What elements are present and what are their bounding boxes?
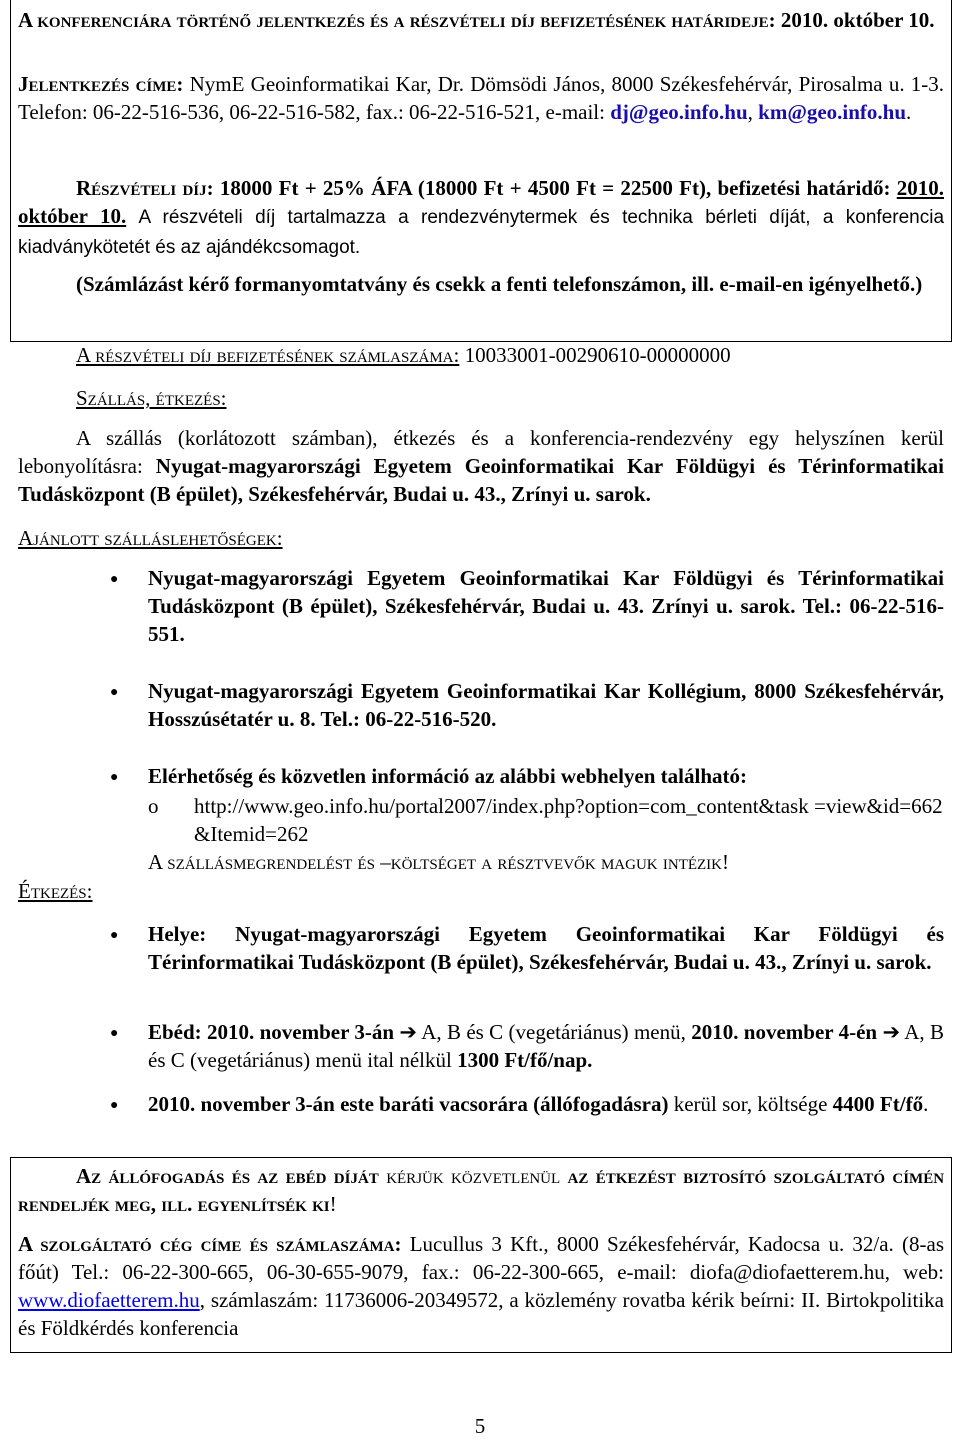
accommodation-url[interactable]: http://www.geo.info.hu/portal2007/index.php?option=com_content&task =view&id=662&Itemid=262 [194, 794, 943, 846]
account-label: A részvételi díj befizetésének számlaszáma: [76, 343, 460, 367]
provider-label: A szolgáltató cég címe és számlaszáma: [18, 1232, 402, 1256]
order-part-2: kérjük közvetlenül [386, 1164, 561, 1188]
address-text: NymE Geoinformatikai Kar, Dr. Dömsödi János, 8000 Székesfehérvár, Pirosalma u. 1-3. Telefon: 06-22-516-536, 06-22-516-582, fax.: 06-22-516-521, e-mail: [18, 72, 945, 124]
meals-dinner [148, 1090, 944, 1118]
recommended-item-2: Nyugat-magyarországi Egyetem Geoinformatikai Kar Kollégium, 8000 Székesfehérvár, Hosszúsétatér u. 8. Tel.: 06-22-516-520. [148, 679, 944, 731]
bullet-icon: ● [110, 572, 119, 587]
meals-place-text: Nyugat-magyarországi Egyetem Geoinformatikai Kar Földügyi és Térinformatikai Tudásközpont (B épület), Székesfehérvár, Budai u. 43., Zrínyi u. sarok. [148, 922, 944, 974]
order-part-1-text: Az állófogadás és az ebéd díját [76, 1164, 379, 1188]
invoice-note [18, 270, 944, 298]
lodging-intro-plain: A szállás (korlátozott számban), étkezés és a konferencia-rendezvény egy helyszínen kerül lebonyolításra: [18, 426, 944, 478]
fee-includes: A részvételi díj tartalmazza a rendezvénytermek és technika bérleti díját, a konferencia kiadványkötetét és az ajándékcsomagot. [18, 207, 945, 258]
meals-heading: Étkezés: [18, 879, 93, 903]
bullet-icon: ● [110, 928, 119, 943]
dinner-price: 4400 Ft/fő [832, 1092, 924, 1116]
deadline-label: A konferenciára történő jelentkezés és a részvételi díj befizetésének határideje: [18, 8, 776, 32]
recommended-heading: Ajánlott szálláslehetőségek: [18, 526, 283, 550]
bullet-icon: ● [110, 770, 119, 785]
invoice-note-text: (Számlázást kérő formanyomtatvány és csekk a fenti telefonszámon, ill. e-mail-en igényelhető.) [76, 272, 923, 296]
lodging-intro-bold: Nyugat-magyarországi Egyetem Geoinformatikai Kar Földügyi és Térinformatikai Tudásközpont (B épület), Székesfehérvár, Budai u. 43., Zrínyi u. sarok. [18, 454, 945, 506]
email-link-1[interactable]: dj@geo.info.hu [610, 100, 748, 124]
dinner-plain: kerül sor, költsége [673, 1092, 828, 1116]
provider-rest: , számlaszám: 11736006-20349572, a közlemény rovatba kérik beírni: II. Birtokpolitika és Földkérdés konferencia [18, 1288, 944, 1340]
dinner-bold: 2010. november 3-án este baráti vacsorára (állófogadásra) [148, 1092, 669, 1116]
address-paragraph [18, 70, 944, 126]
meals-lunch [148, 1018, 944, 1074]
bullet-icon: ● [110, 1098, 119, 1113]
arrow-icon: ➔ [882, 1020, 901, 1044]
lodging-heading: Szállás, étkezés: [76, 386, 227, 410]
lunch-price: 1300 Ft/fő/nap. [457, 1048, 593, 1072]
account-line [76, 341, 956, 369]
lunch-menu-1: A, B és C (vegetáriánus) menü, [421, 1020, 686, 1044]
dinner-end: . [923, 1092, 929, 1116]
fee-paragraph [18, 174, 944, 262]
provider-web-link[interactable]: www.diofaetterem.hu [18, 1288, 200, 1312]
fee-label: Részvételi díj: [76, 176, 214, 200]
lodging-note: A szállásmegrendelést és –költséget a résztvevők maguk intézik! [148, 850, 729, 874]
fee-deadline: 2010. október 10. [18, 176, 944, 228]
email-separator: , [747, 100, 753, 124]
email-end: . [906, 100, 912, 124]
meals-place [148, 920, 944, 976]
recommended-item-3: Elérhetőség és közvetlen információ az alábbi webhelyen található: [148, 764, 748, 788]
fee-text: 18000 Ft + 25% ÁFA (18000 Ft + 4500 Ft = 22500 Ft), befizetési határidő: [219, 176, 891, 200]
address-label: Jelentkezés címe: [18, 72, 184, 96]
recommended-item-1: Nyugat-magyarországi Egyetem Geoinformatikai Kar Földügyi és Térinformatikai Tudásközpont (B épület), Székesfehérvár, Budai u. 43. Zrínyi u. sarok. Tel.: 06-22-516-551. [148, 566, 944, 646]
provider-paragraph [18, 1230, 944, 1342]
lodging-intro [18, 424, 944, 508]
email-link-2[interactable]: km@geo.info.hu [758, 100, 907, 124]
sub-marker: o [148, 794, 159, 818]
order-part-3: az étkezést biztosító szolgáltató címén rendeljék meg, ill. egyenlítsék ki [18, 1164, 945, 1216]
arrow-icon: ➔ [399, 1020, 418, 1044]
bullet-icon: ● [110, 685, 119, 700]
bullet-icon: ● [110, 1026, 119, 1041]
account-value: 10033001-00290610-00000000 [464, 343, 731, 367]
order-end: ! [329, 1192, 337, 1216]
deadline-paragraph [18, 6, 944, 34]
deadline-value: 2010. október 10. [780, 8, 935, 32]
order-paragraph [18, 1162, 944, 1218]
provider-text: Lucullus 3 Kft., 8000 Székesfehérvár, Kadocsa u. 32/a. (8-as főút) Tel.: 06-22-300-665, 06-30-655-9079, fax.: 06-22-300-665, e-mail: diofa@diofaetterem.hu, web: [18, 1232, 944, 1284]
meals-place-label: Helye: [148, 922, 207, 946]
page-number: 5 [474, 1414, 486, 1438]
lunch-menu-2: A, B és C (vegetáriánus) menü ital nélkül [148, 1020, 944, 1072]
lunch-date-2: 2010. november 4-én [691, 1020, 878, 1044]
lunch-label: Ebéd: 2010. november 3-án [148, 1020, 395, 1044]
